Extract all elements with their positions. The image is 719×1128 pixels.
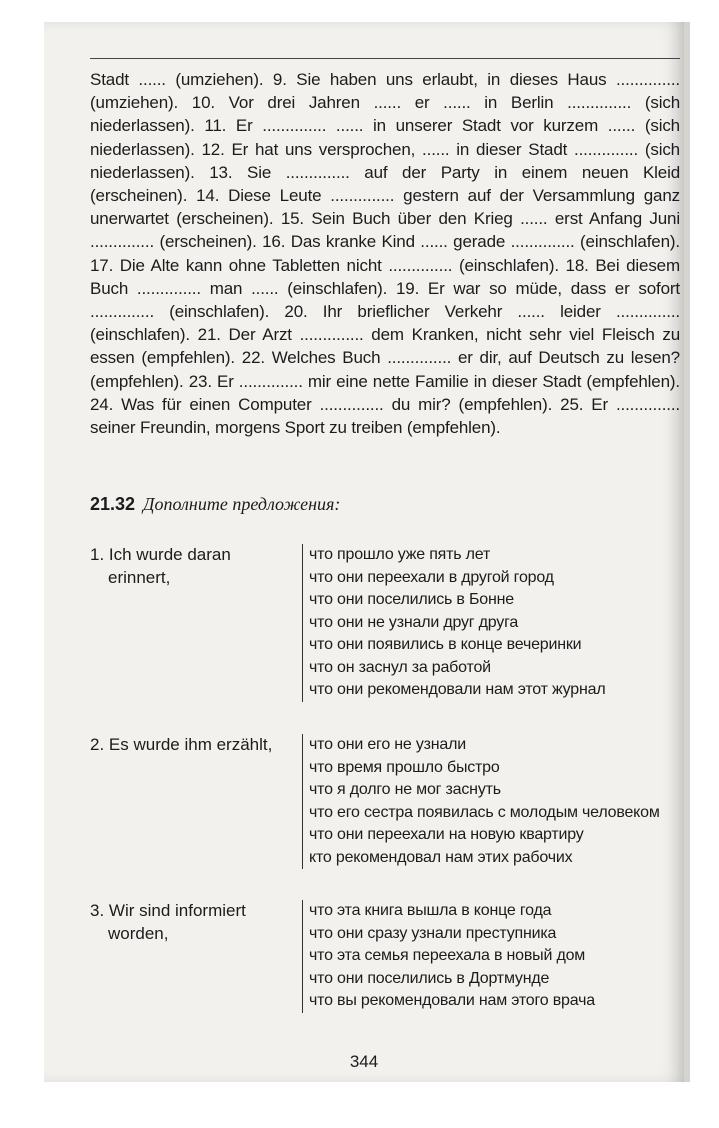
option-item: что они сразу узнали преступника [309,924,557,942]
block-lead-line: 1. Ich wurde daran [90,545,231,564]
section-title: Дополните предложения: [143,494,341,514]
block-lead [90,900,298,945]
header-rule [90,58,680,59]
option-item: что эта семья переехала в новый дом [309,947,586,964]
option-item: что они его не узнали [309,736,466,753]
section-number: 21.32 [90,494,136,514]
exercise-paragraph: Stadt ...... (umziehen). 9. Sie haben uns erlaubt, in dieses Haus .............. (umziehen). 10. Vor drei Jahren ...... er ...... in Berlin .............. (sich niederlassen). 11. Er .............. ...... in unserer Stadt vor kurzem ...... (sich niederlassen). 12. Er hat uns versprochen, ...... in dieser Stadt .............. (sich niederlassen). 13. Sie .............. auf der Party in einem neuen Kleid (erscheinen). 14. Diese Leute .............. gestern auf der Versammlung ganz unerwartet (erscheinen). 15. Sein Buch über den Krieg ...... erst Anfang Juni .............. (erscheinen). 16. Das kranke Kind ...... gerade .............. (einschlafen). 17. Die Alte kann ohne Tabletten nicht .............. (einschlafen). 18. Bei diesem Buch .............. man ...... (einschlafen). 19. Er war so müde, dass er sofort .............. (einschlafen). 20. Ihr brieflicher Verkehr ...... leider .............. (einschlafen). 21. Der Arzt .............. dem Kranken, nicht sehr viel Fleisch zu essen (empfehlen). 22. Welches Buch .............. er dir, auf Deutsch zu lesen? (empfehlen). 23. Er .............. mir eine nette Familie in dieser Stadt (empfehlen). 24. Was für einen Computer .............. du mir? (empfehlen). 25. Er .............. seiner Freundin, morgens Sport zu treiben (empfehlen). [90,70,680,438]
option-item: что прошло уже пять лет [309,546,491,563]
option-item: что они не узнали друг друга [309,613,519,631]
book-page [44,22,690,1082]
option-list [302,544,605,702]
option-item: что они переехали в другой город [309,568,554,586]
block-lead-line: 2. Es wurde ihm erzählt, [90,735,273,754]
option-list [302,900,595,1013]
option-item: что время прошло быстро [309,758,500,776]
option-item: что он заснул за работой [309,658,491,676]
section-heading [90,494,340,515]
block-lead [90,544,298,589]
option-item: что его сестра появилась с молодым человеком [309,803,660,821]
option-item: что они поселились в Бонне [309,591,514,608]
option-item: что вы рекомендовали нам этого врача [309,992,595,1009]
option-item: что они рекомендовали нам этот журнал [309,681,606,698]
option-item: что они появились в конце вечеринки [309,636,582,653]
block-lead-line: 3. Wir sind informiert [90,901,246,920]
option-list [302,734,660,869]
option-item: что я долго не мог заснуть [309,781,501,798]
page-number: 344 [349,1052,379,1071]
option-item: кто рекомендовал нам этих рабочих [309,848,573,866]
option-item: что эта книга вышла в конце года [309,902,552,919]
block-lead-line: erinnert, [108,567,171,587]
option-item: что они поселились в Дортмунде [309,969,550,987]
block-lead-line: worden, [108,923,169,943]
option-item: что они переехали на новую квартиру [309,826,584,843]
block-lead [90,734,298,757]
